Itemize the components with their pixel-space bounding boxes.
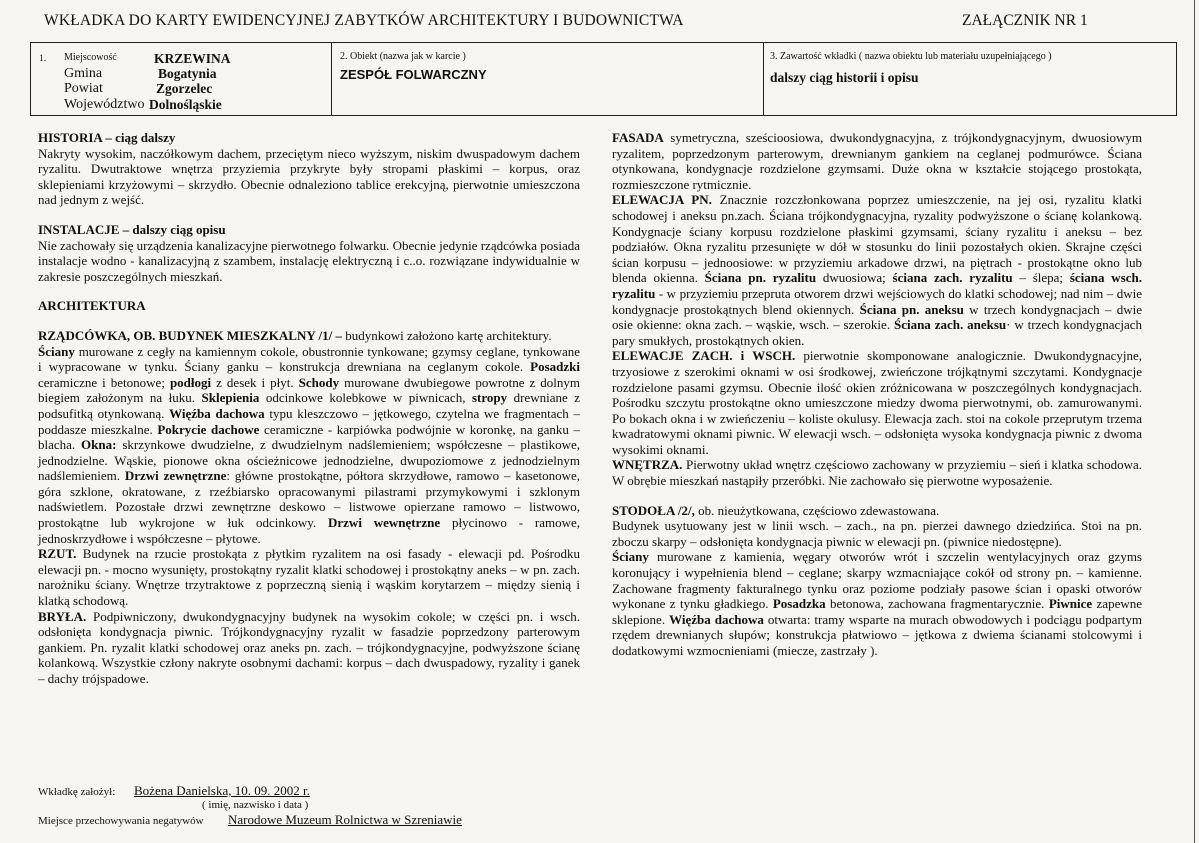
sciany-text: murowane z cegły na kamiennym cokole, obustronnie tynkowane; gzymsy ceglane, tynkowane i wypracowane w tynku. Ściany ganku – konstrukcja drewniana na ceglanym cokole. — [38, 343, 580, 375]
sciana-zach-ryzalitu-heading: ściana zach. ryzalitu — [892, 270, 1013, 286]
sciana-pn-aneksu-heading: Ściana pn. aneksu — [859, 301, 964, 317]
posadzki-text: ceramiczne i betonowe; — [38, 374, 170, 390]
content-value: dalszy ciąg historii i opisu — [770, 70, 919, 85]
wiezba-text: typu kleszczowo – jętkowego, czytelna we fragmentach – poddasze mieszkalne. — [38, 405, 581, 437]
stodola-posadzka-heading: Posadzka — [772, 596, 826, 612]
bryla-heading: BRYŁA. — [38, 608, 87, 624]
section-rzut — [38, 546, 580, 608]
sciany-heading: Ściany — [38, 343, 75, 359]
powiat-value: Zgorzelec — [156, 81, 213, 96]
architektura-heading: ARCHITEKTURA — [38, 298, 146, 314]
podlogi-heading: podłogi — [169, 374, 212, 390]
stodola-piwnice-heading: Piwnice — [1048, 596, 1093, 612]
stodola-wiezba-text: otwarta: tramy wsparte na murach obwodowych i podciągu podpartym rzędem drewnianych słupów; konstrukcja płatwiowo – jętkowa z dwiema ścianami stolcowymi i dodatkowymi wzmocnieniami (miecze, zastrzały ). — [612, 611, 1143, 658]
gmina-value: Bogatynia — [158, 66, 217, 81]
section-bryla — [38, 609, 580, 687]
sklepienia-heading: Sklepienia — [201, 390, 260, 406]
powiat-label: Powiat — [64, 81, 103, 96]
instalacje-text: Nie zachowały się urządzenia kanalizacyjne pierwotnego folwarku. Obecnie jedynie rządcówka posiada instalacje wodno - kanalizacyjną z szambem, instalację elektryczną i c..o. rozwiązane indywidualnie w zakresie poszczególnych mieszkań. — [38, 237, 580, 284]
drzwi-wewnetrzne-heading: Drzwi wewnętrzne — [328, 515, 441, 531]
section-rzadcowka — [38, 328, 580, 546]
elewacja-pn-text-e: w trzech kondygnacjach – dwie osie okienne: okna zach. – wąskie, wsch. – szerokie. — [612, 301, 1142, 333]
stodola-posadzka-text: betonowa, zachowana fragmentarycznie. — [825, 596, 1049, 612]
document-title: WKŁADKA DO KARTY EWIDENCYJNEJ ZABYTKÓW ARCHITEKTURY I BUDOWNICTWA — [44, 12, 684, 29]
miejscowosc-label: Miejscowość — [64, 52, 117, 63]
header-table — [30, 42, 1177, 116]
stodola-wiezba-heading: Więźba dachowa — [669, 611, 764, 627]
elewacje-zach-wsch-heading: ELEWACJE ZACH. i WSCH. — [612, 348, 796, 364]
elewacja-pn-text-d: - w przyziemiu przepruta otworem drzwi wejściowych do klatki schodowej; nad nim – dwie kondygnacje prostokątnych blend okiennych. — [612, 285, 1142, 317]
sciana-wsch-ryzalitu-heading: ściana wsch. ryzalitu — [612, 270, 1143, 301]
section-elewacje-zach-wsch — [612, 348, 1142, 457]
schody-heading: Schody — [298, 374, 340, 390]
stodola-sciany-heading: Ściany — [612, 549, 649, 565]
rzadcowka-heading: RZĄDCÓWKA, OB. BUDYNEK MIESZKALNY /1/ – — [38, 327, 342, 343]
section-elewacja-pn — [612, 192, 1142, 348]
content-label: 3. Zawartość wkładki ( nazwa obiektu lub materiału uzupełniającego ) — [770, 51, 1052, 62]
elewacje-zach-wsch-text: pierwotnie skomponowane analogicznie. Dwukondygnacyjne, trzyosiowe z szerokimi oknami w osi środkowej, zwieńczone trójkątnymi szczytami. Kondygnacje rozdzielone pasami gzymsu. Obecnie ilość okien zróżnicowana w poszczególnych kondygnacjach. Pośrodku szczytu prostokątne okno umieszczone miedzy dwoma pierwotnymi, ob. zamurowanymi. Po bokach okna i w zwieńczeniu – koliste okulusy. Elewacja zach. stoi na cokole przeprutym trzema kwadratowymi oknami piwnic. W elewacji wsch. – odsłonięta wysoka kondygnacja piwnic z dwoma wysokimi oknami. — [612, 348, 1142, 457]
fasada-text: symetryczna, sześcioosiowa, dwukondygnacyjna, z trójkondygnacyjnym, dwuosiowym ryzalitem, poprzedzonym parterowym, drewnianym gankiem na ceglanej podmurówce. Ściana otynkowana, kondygnacje rozdzielone gzymsami. Duże okna w kształcie stojącego prostokąta, rozmieszczone rytmicznie. — [612, 130, 1142, 192]
section-fasada — [612, 130, 1142, 192]
stropy-heading: stropy — [471, 390, 508, 406]
okna-heading: Okna: — [81, 437, 117, 453]
storage-value: Narodowe Muzeum Rolnictwa w Szreniawie — [228, 812, 462, 827]
author-value: Bożena Danielska, 10. 09. 2002 r. — [134, 783, 310, 798]
annex-number: ZAŁĄCZNIK NR 1 — [962, 12, 1088, 29]
section-wnetrza — [612, 457, 1142, 488]
schody-text: murowane dwubiegowe powrotne z dolnym biegiem założonym na łuku. — [38, 374, 581, 406]
rzut-heading: RZUT. — [38, 546, 77, 562]
author-hint: ( imię, nazwisko i data ) — [202, 799, 309, 811]
historia-heading: HISTORIA – ciąg dalszy — [38, 130, 176, 145]
bryla-text: Podpiwniczony, dwukondygnacyjny budynek na wysokim cokole; w części pn. i wsch. odsłonięta kondygnacja piwnic. Trójkondygnacyjny ryzalit w fasadzie poprzedzony parterowym gankiem. Pn. ryzalit klatki schodowej oraz aneks pn. zach. – trójkondygnacyjne, podwyższone ścianę kolankową. Wszystkie człony nakryte osobnymi dachami: korpus – dach dwuspadowy, ryzality i ganek – dachy trójspadowe. — [38, 608, 580, 686]
section-instalacje — [38, 222, 580, 284]
scan-edge-line — [1194, 0, 1195, 843]
instalacje-heading: INSTALACJE – dalszy ciąg opisu — [38, 221, 226, 237]
historia-text: Nakryty wysokim, naczółkowym dachem, przeciętym nieco wyższym, niskim dwuspadowym dachem ryzalitu. Dwutraktowe wnętrza przyziemia przykryte były stropami płaskimi – korpus, oraz sklepieniami krzyżowymi – skrzydło. Obecnie odnaleziono tablice erekcyjną, pierwotnie umieszczona nad jednym z wejść. — [38, 145, 580, 208]
stodola-heading: STODOŁA /2/, — [612, 502, 695, 518]
object-value: ZESPÓŁ FOLWARCZNY — [340, 67, 487, 82]
sciana-zach-aneksu-heading: Ściana zach. aneksu — [893, 317, 1007, 333]
object-cell — [332, 43, 764, 115]
sklepienia-text: odcinkowe kolebkowe w piwnicach, — [259, 390, 472, 406]
stodola-text: Budynek usytuowany jest w linii wsch. – zach., na pn. pierzei dawnego dziedzińca. Stoi na pn. zboczu skarpy – odsłonięta kondygnacja piwnic w elewacji pn. (piwnice niedostępne). — [612, 518, 1142, 549]
gmina-label: Gmina — [64, 66, 103, 81]
stodola-sciany-text: murowane z kamienia, węgary otworów wrót i szczelin wentylacyjnych oraz gzyms koronujący i wypełnienia blend – ceglane; skarpy wzmacniające cokół od strony pn. – kamienne. Zachowane fragmenty fakturalnego tynku oraz poziome podziały pasowe ścian i opaski otworów wykonane z tynku gładkiego. — [612, 549, 1142, 612]
wiezba-heading: Więźba dachowa — [169, 405, 265, 421]
elewacja-pn-heading: ELEWACJA PN. — [612, 192, 712, 208]
section-stodola — [612, 503, 1142, 659]
right-column — [612, 130, 1142, 659]
storage-label: Miejsce przechowywania negatywów — [38, 815, 204, 827]
elewacja-pn-text-b: dwuosiowa; — [816, 270, 893, 286]
pokrycie-text: ceramiczne - karpiówka podwójnie w koronkę, na ganku – blacha. — [38, 421, 581, 453]
drzwi-zewnetrzne-heading: Drzwi zewnętrzne — [124, 468, 227, 484]
stodola-intro: ob. nieużytkowana, częściowo zdewastowana. — [694, 502, 940, 518]
location-cell — [31, 43, 332, 115]
sciana-pn-ryzalitu-heading: Ściana pn. ryzalitu — [704, 270, 817, 286]
location-number: 1. — [39, 54, 47, 64]
content-cell — [764, 43, 1176, 115]
elewacja-pn-text-f: · w trzech kondygnacjach pary smukłych, prostokątnych okien. — [612, 317, 1142, 348]
drzwi-zewnetrzne-text: : główne prostokątne, półtora skrzydłowe, ramowo – kasetonowe, góra szklone, okratowane, z rzeźbiarsko opracowanymi pilastrami przymykowymi i szklonym nadświetlem. Pozostałe drzwi zewnętrzne deskowo – listwowe opierzane ramowo – listwowo, prostokątne lub wykrojone w łuk odcinkowy. — [38, 468, 580, 531]
okna-text: skrzynkowe dwudzielne, z dwudzielnym nadślemieniem; współczesne – plastikowe, jednodzielne. Wąskie, pionowe okna ościeżnicowe jednodzielne, dwupoziomowe z jednodzielnym nadślemieniem. — [38, 437, 581, 484]
object-label: 2. Obiekt (nazwa jak w karcie ) — [340, 51, 466, 62]
podlogi-text: z desek i płyt. — [211, 374, 299, 390]
wnetrza-text: Pierwotny układ wnętrz częściowo zachowany w przyziemiu – sień i klatka schodowa. W obrębie mieszkań nastąpiły przeróbki. Nie zachowało się pierwotne wyposażenie. — [612, 457, 1142, 489]
wojewodztwo-label: Województwo — [64, 97, 145, 112]
section-historia — [38, 130, 580, 208]
stropy-text: drewniane z podsufitką otynkowaną. — [38, 390, 581, 421]
rzut-text: Budynek na rzucie prostokąta z płytkim ryzalitem na osi fasady - elewacji pd. Pośrodku elewacji pn. - mocno wysunięty, prostokątny ryzalit klatki schodowej i prostokątny aneks – w pn. zach. narożniku ściany. Wnętrze trzytraktowe z poprzeczną sienią i wąskim korytarzem – między sienią i klatką schodową. — [38, 546, 580, 609]
wojewodztwo-value: Dolnośląskie — [149, 97, 222, 112]
left-column — [38, 130, 580, 687]
rzadcowka-intro: budynkowi założono kartę architektury. — [341, 327, 552, 343]
pokrycie-heading: Pokrycie dachowe — [157, 421, 260, 437]
author-label: Wkładkę założył: — [38, 786, 116, 798]
wnetrza-heading: WNĘTRZA. — [612, 457, 683, 473]
drzwi-wewnetrzne-text: płycinowo - ramowe, jednoskrzydłowe i współczesne – płytowe. — [38, 515, 580, 546]
elewacja-pn-text-c: – ślepa; — [1012, 270, 1070, 286]
stodola-piwnice-text: zapewne sklepione. — [612, 596, 1143, 627]
fasada-heading: FASADA — [612, 130, 664, 145]
posadzki-heading: Posadzki — [530, 359, 580, 375]
section-architektura — [38, 298, 580, 314]
elewacja-pn-text-a: Znacznie rozczłonkowana poprzez umieszczenie, na jej osi, ryzalitu klatki schodowej i aneksu pn.zach. Ściana trójkondygnacyjna, ryzality podwyższone o ścianę kolankową. Kondygnacje ściany korpusu rozdzielone płaskimi gzymsami, ściany ryzalitu i aneksu – bez podziałów. Okna ryzalitu przesunięte w dół w stosunku do linii pozostałych okien. Skrajne części ścian korpusu – jednoosiowe: w przyziemiu arkadowe drzwi, na piętrach - prostokątne okno lub blenda okienna. — [612, 192, 1142, 286]
miejscowosc-value: KRZEWINA — [154, 51, 231, 66]
